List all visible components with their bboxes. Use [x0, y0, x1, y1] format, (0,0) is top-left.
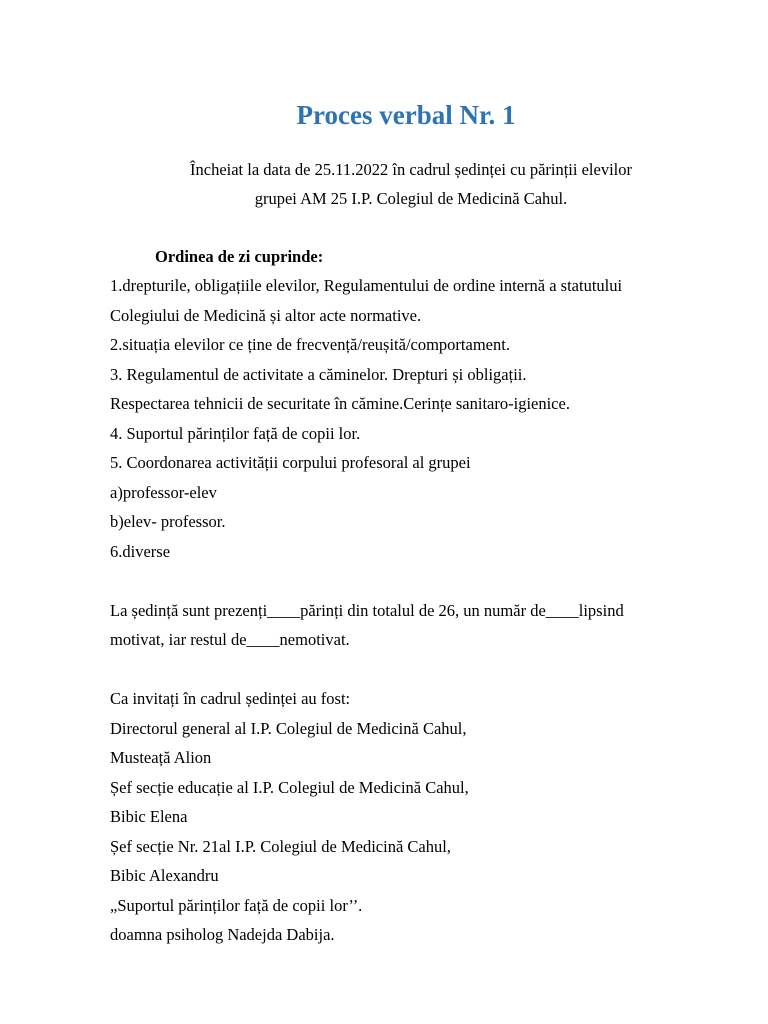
agenda-line: 3. Regulamentul de activitate a căminelor. Drepturi și obligații. [110, 364, 527, 384]
guests-line: doamna psiholog Nadejda Dabija. [110, 925, 335, 944]
agenda-line: Colegiului de Medicină și altor acte normative. [110, 305, 422, 325]
guests-line: Bibic Elena [110, 807, 188, 826]
attendance-paragraph [110, 596, 740, 655]
guests-line: Șef secție educație al I.P. Colegiul de Medicină Cahul, [110, 777, 469, 797]
guests-line: Bibic Alexandru [110, 866, 219, 885]
agenda-line: 6.diverse [110, 541, 171, 561]
paragraph-spacer [110, 655, 740, 685]
agenda-line: 5. Coordonarea activității corpului profesoral al grupei [110, 453, 471, 472]
intro-paragraph [0, 155, 768, 213]
intro-line: grupei AM 25 I.P. Colegiul de Medicină Cahul. [254, 189, 568, 208]
agenda-heading: Ordinea de zi cuprinde: [155, 247, 324, 266]
agenda-line: 2.situația elevilor ce ține de frecvență/reușită/comportament. [110, 335, 510, 354]
agenda-line: b)elev- professor. [110, 512, 226, 531]
attendance-line: La ședință sunt prezenți____părinți din totalul de 26, un număr de____lipsind [110, 600, 624, 620]
document-title: Proces verbal Nr. 1 [296, 100, 516, 130]
guests-line: Musteață Alion [110, 748, 212, 767]
guests-line: Ca invitați în cadrul ședinței au fost: [110, 689, 351, 708]
agenda-line: 4. Suportul părinților față de copii lor. [110, 423, 361, 443]
guests-line: „Suportul părinților față de copii lor’’. [110, 895, 363, 915]
agenda-line: 1.drepturile, obligațiile elevilor, Regulamentului de ordine internă a statutului [110, 276, 623, 295]
agenda-line: Respectarea tehnicii de securitate în cămine.Cerințe sanitaro-igienice. [110, 394, 570, 413]
intro-line: Încheiat la data de 25.11.2022 în cadrul ședinței cu părinții elevilor [190, 160, 632, 179]
paragraph-spacer [110, 566, 740, 596]
document-body [110, 271, 740, 950]
guests-paragraph [110, 684, 740, 950]
attendance-line: motivat, iar restul de____nemotivat. [110, 630, 350, 649]
agenda-line: a)professor-elev [110, 482, 217, 502]
guests-line: Șef secție Nr. 21al I.P. Colegiul de Medicină Cahul, [110, 836, 451, 856]
agenda-list [110, 271, 740, 566]
guests-line: Directorul general al I.P. Colegiul de Medicină Cahul, [110, 718, 467, 738]
